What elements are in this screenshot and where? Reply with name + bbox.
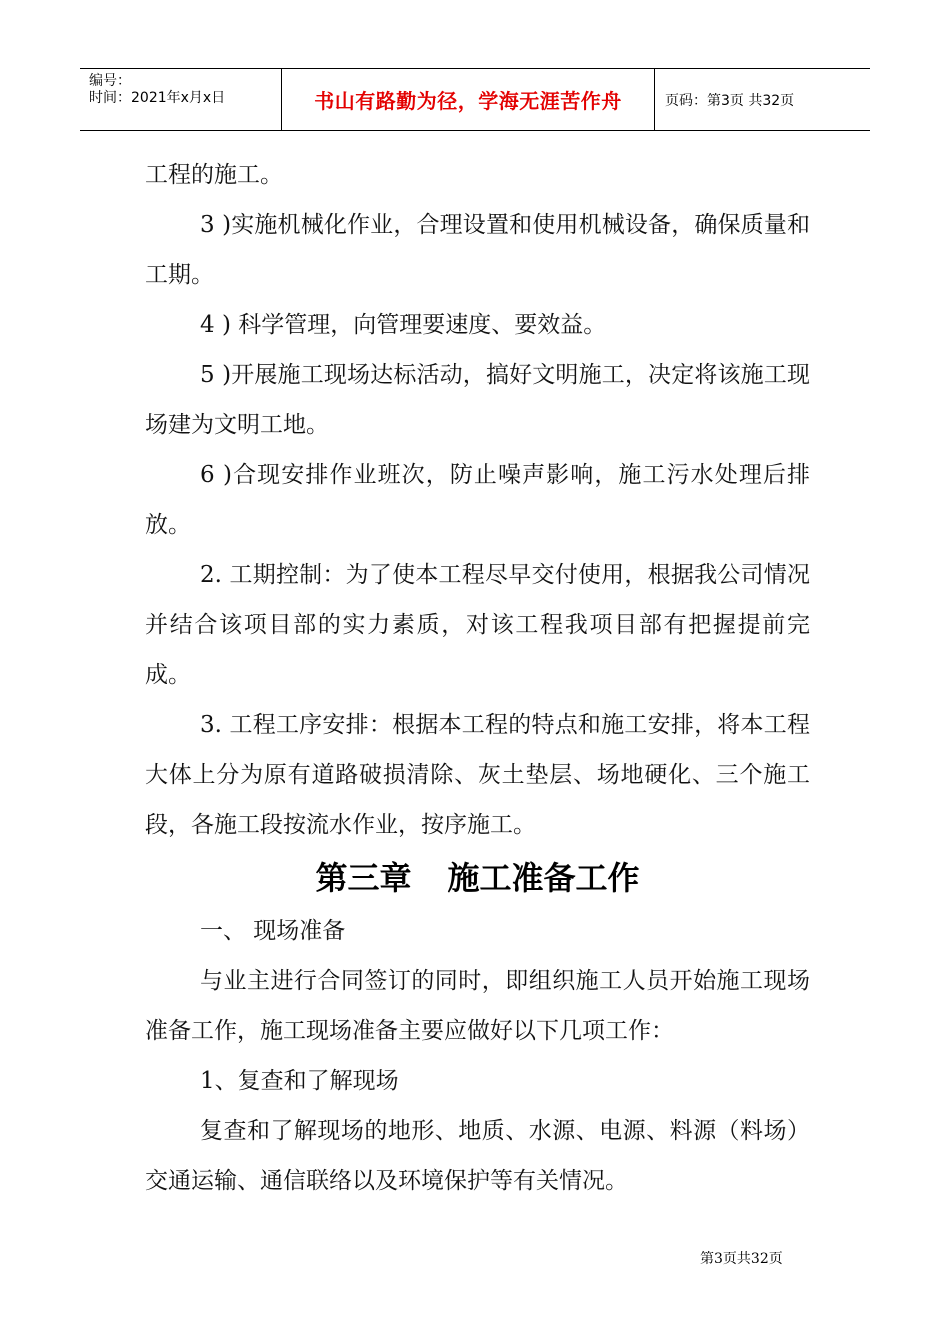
- chapter-title: 施工准备工作: [447, 859, 640, 897]
- section-heading: 一、 现场准备: [200, 918, 346, 944]
- paragraph: 4 ) 科学管理，向管理要速度、要效益。: [200, 312, 607, 338]
- chapter-heading: [145, 850, 810, 906]
- paragraph: 6 )合现安排作业班次，防止噪声影响，施工污水处理后排放。: [145, 462, 810, 538]
- header-page-cell: [655, 69, 870, 130]
- paragraph: 3. 工程工序安排：根据本工程的特点和施工安排，将本工程大体上分为原有道路破损清除、灰土垫层、场地硬化、三个施工段，各施工段按流水作业，按序施工。: [145, 712, 810, 838]
- paragraph: 5 )开展施工现场达标活动，搞好文明施工，决定将该施工现场建为文明工地。: [145, 362, 810, 438]
- page-footer: 第3页共32页: [700, 1251, 783, 1267]
- paragraph: 与业主进行合同签订的同时，即组织施工人员开始施工现场准备工作，施工现场准备主要应做好以下几项工作：: [145, 968, 810, 1044]
- motto-text: 书山有路勤为径，学海无涯苦作舟: [314, 89, 622, 113]
- header-motto-cell: [282, 69, 655, 130]
- page-header: [80, 68, 870, 131]
- time-label: 时间：2021年x月x日: [89, 90, 226, 106]
- paragraph: 复查和了解现场的地形、地质、水源、电源、料源（料场）交通运输、通信联络以及环境保护等有关情况。: [145, 1118, 810, 1194]
- header-meta-cell: [80, 69, 282, 130]
- number-label: 编号：: [89, 73, 131, 89]
- paragraph: 2. 工期控制：为了使本工程尽早交付使用，根据我公司情况并结合该项目部的实力素质，对该工程我项目部有把握提前完成。: [145, 562, 810, 688]
- subsection-heading: 1、复查和了解现场: [200, 1068, 399, 1094]
- paragraph: 工程的施工。: [145, 162, 283, 188]
- paragraph: 3 )实施机械化作业，合理设置和使用机械设备，确保质量和工期。: [145, 212, 810, 288]
- document-body: [145, 150, 810, 1206]
- page-info: 页码：第3页 共32页: [665, 92, 795, 109]
- chapter-number: 第三章: [315, 859, 412, 897]
